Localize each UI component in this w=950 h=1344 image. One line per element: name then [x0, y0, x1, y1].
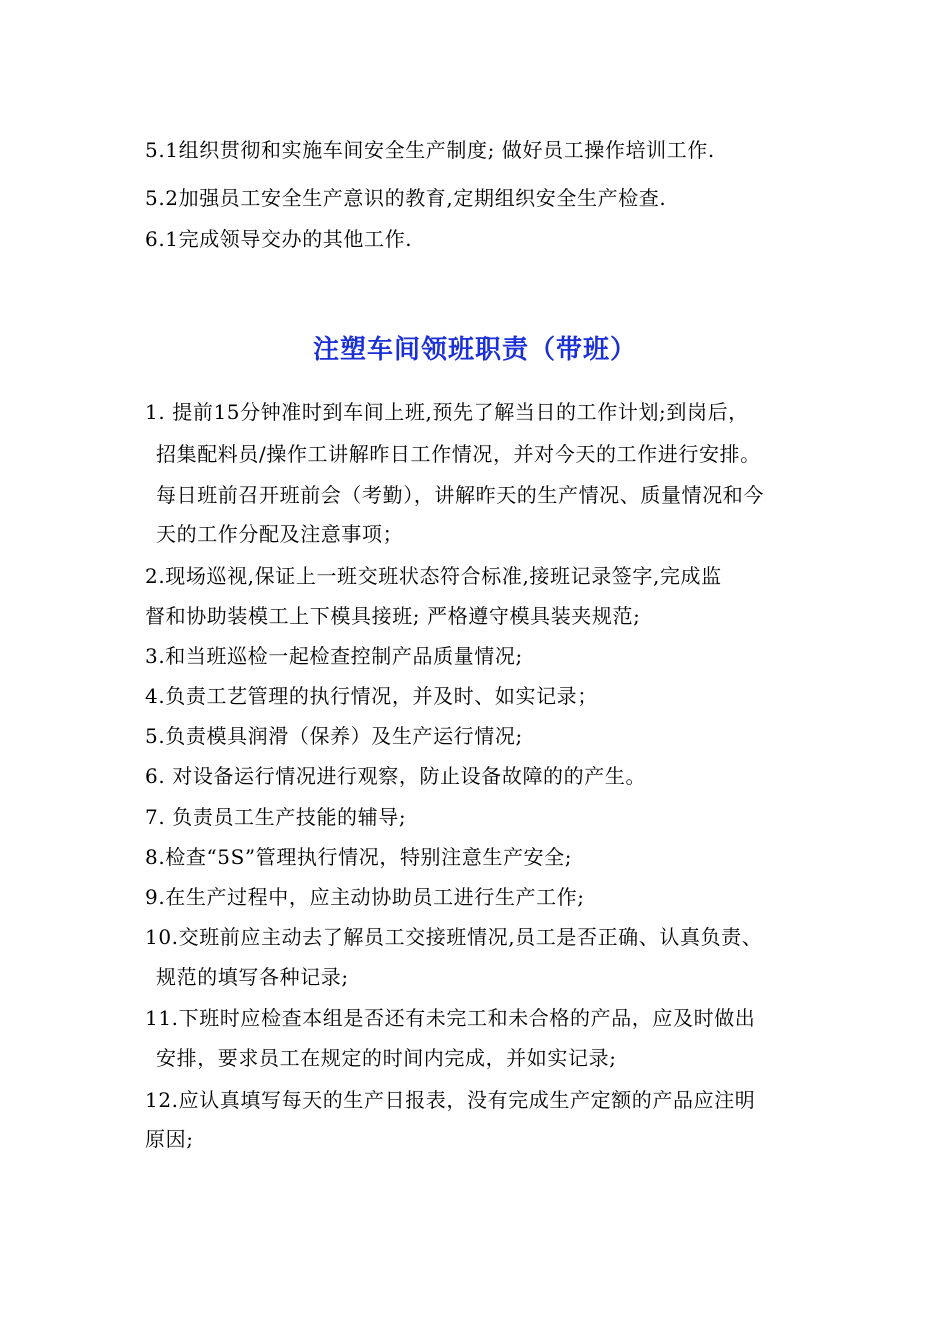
- item-6: 6. 对设备运行情况进行观察，防止设备故障的的产生。: [145, 764, 647, 788]
- preamble-line-5-2: 5.2加强员工安全生产意识的教育,定期组织安全生产检查.: [145, 186, 667, 210]
- item-1-line-4: 天的工作分配及注意事项；: [156, 522, 404, 546]
- item-11-line-1: 11.下班时应检查本组是否还有未完工和未合格的产品，应及时做出: [145, 1006, 756, 1030]
- item-12-line-2: 原因;: [145, 1127, 194, 1151]
- item-5: 5.负责模具润滑（保养）及生产运行情况;: [145, 724, 523, 748]
- item-9: 9.在生产过程中，应主动协助员工进行生产工作;: [145, 885, 585, 909]
- item-10-line-1: 10.交班前应主动去了解员工交接班情况,员工是否正确、认真负责、: [145, 925, 763, 949]
- item-11-line-2: 安排，要求员工在规定的时间内完成，并如实记录;: [156, 1046, 617, 1070]
- item-7: 7. 负责员工生产技能的辅导;: [145, 805, 407, 829]
- item-8: 8.检查“5S”管理执行情况，特别注意生产安全;: [145, 845, 573, 869]
- item-4: 4.负责工艺管理的执行情况，并及时、如实记录；: [145, 684, 598, 708]
- item-1-line-1: 1. 提前15分钟准时到车间上班,预先了解当日的工作计划;到岗后，: [145, 400, 749, 424]
- item-2-line-2: 督和协助装模工上下模具接班; 严格遵守模具装夹规范;: [145, 604, 641, 628]
- item-2-line-1: 2.现场巡视,保证上一班交班状态符合标准,接班记录签字,完成监: [145, 564, 722, 588]
- item-3: 3.和当班巡检一起检查控制产品质量情况;: [145, 644, 523, 668]
- item-1-line-3: 每日班前召开班前会（考勤），讲解昨天的生产情况、质量情况和今: [156, 483, 764, 507]
- item-10-line-2: 规范的填写各种记录;: [156, 965, 349, 989]
- item-1-line-2: 招集配料员/操作工讲解昨日工作情况，并对今天的工作进行安排。: [156, 442, 761, 466]
- preamble-line-6-1: 6.1完成领导交办的其他工作.: [145, 227, 413, 251]
- section-title: 注塑车间领班职责（带班）: [312, 335, 637, 365]
- preamble-line-5-1: 5.1组织贯彻和实施车间安全生产制度; 做好员工操作培训工作.: [145, 138, 715, 162]
- item-12-line-1: 12.应认真填写每天的生产日报表，没有完成生产定额的产品应注明: [145, 1088, 756, 1112]
